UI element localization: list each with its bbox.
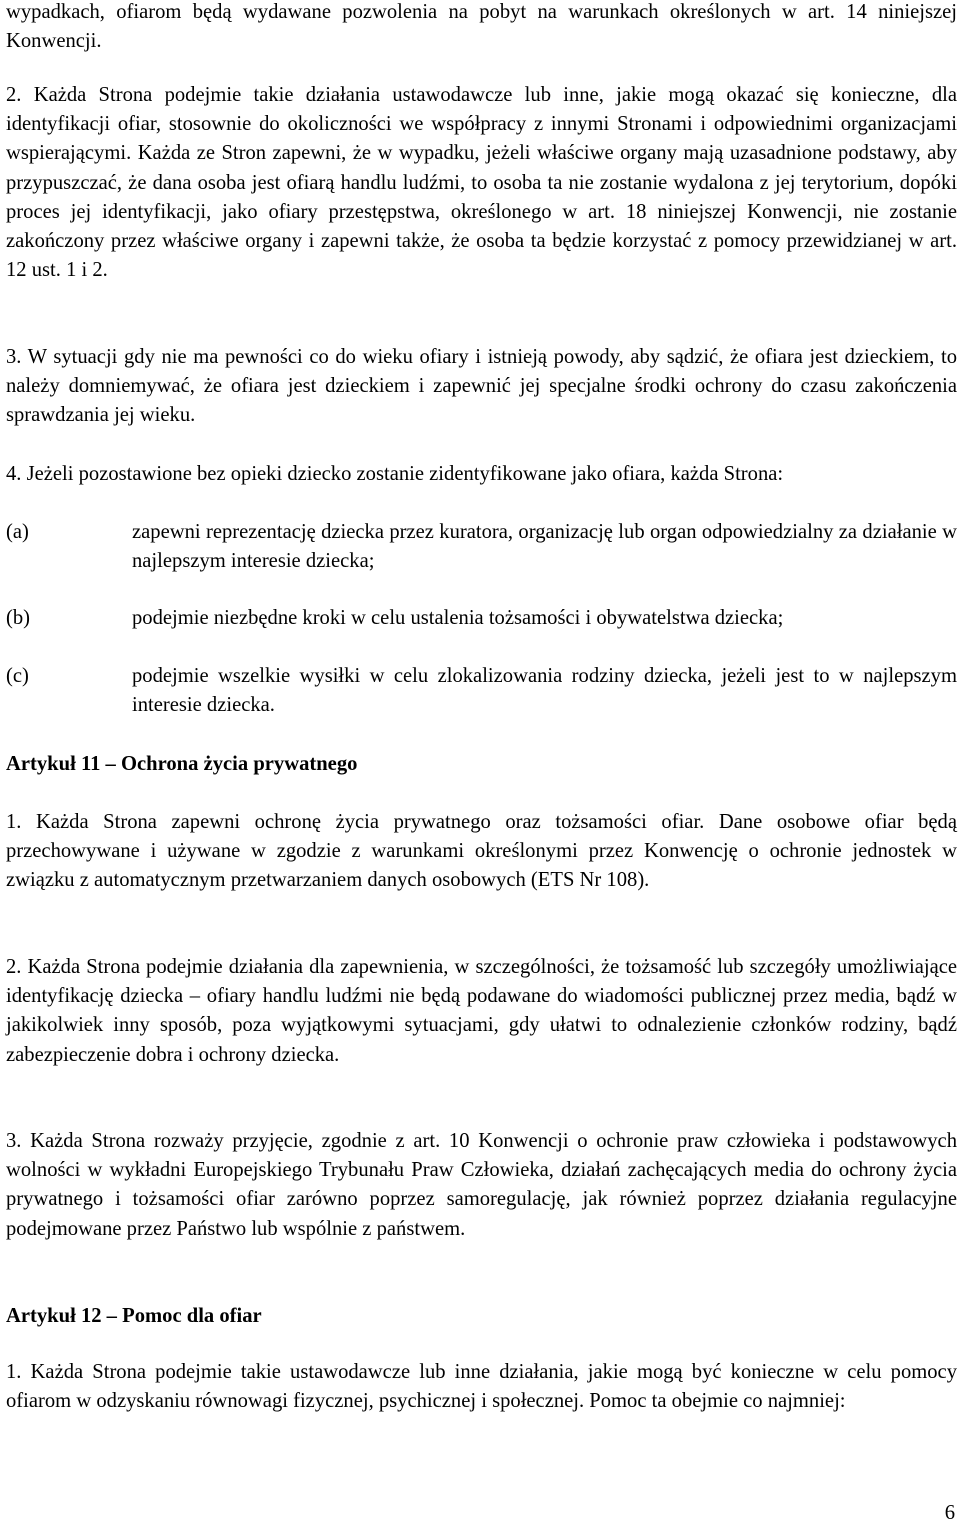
paragraph-art11-1: 1. Każda Strona zapewni ochronę życia prywatnego oraz tożsamości ofiar. Dane osobowe ofiar będą przechowywane i używane w zgodzie z warunkami określonymi przez Konwencję o ochronie jednostek w związku z automatycznym przetwarzaniem danych osobowych (ETS Nr 108). [6,811,957,892]
paragraph-intro: wypadkach, ofiarom będą wydawane pozwolenia na pobyt na warunkach określonych w art. 14 niniejszej Konwencji. [6,1,957,53]
list-item-a [6,518,957,576]
list-text-b: podejmie niezbędne kroki w celu ustalenia tożsamości i obywatelstwa dziecka; [132,607,784,629]
paragraph-art12-1: 1. Każda Strona podejmie takie ustawodawcze lub inne działania, jakie mogą być konieczne w celu pomocy ofiarom w odzyskaniu równowagi fizycznej, psychicznej i społecznej. Pomoc ta obejmie co najmniej: [6,1361,957,1413]
list-label-a: (a) [6,521,29,543]
paragraph-art10-4: 4. Jeżeli pozostawione bez opieki dziecko zostanie zidentyfikowane jako ofiara, każda Strona: [6,463,784,485]
list-text-c: podejmie wszelkie wysiłki w celu zlokalizowania rodziny dziecka, jeżeli jest to w najlepszym interesie dziecka. [132,665,957,717]
list-label-c: (c) [6,665,29,687]
heading-article-12: Artykuł 12 – Pomoc dla ofiar [6,1305,262,1327]
page-number: 6 [944,1502,955,1524]
list-label-b: (b) [6,607,31,629]
list-item-b [6,604,957,633]
paragraph-art11-3: 3. Każda Strona rozważy przyjęcie, zgodnie z art. 10 Konwencji o ochronie praw człowieka i podstawowych wolności w wykładni Europejskiego Trybunału Praw Człowieka, działań zachęcających media do ochrony życia prywatnego i tożsamości ofiar zarówno poprzez samoregulację, jak również poprzez działania regulacyjne podejmowane przez Państwo lub wspólnie z państwem. [6,1130,957,1240]
list-text-a: zapewni reprezentację dziecka przez kuratora, organizację lub organ odpowiedzialny za działanie w najlepszym interesie dziecka; [132,521,957,573]
list-item-c [6,662,957,720]
paragraph-art10-2: 2. Każda Strona podejmie takie działania ustawodawcze lub inne, jakie mogą okazać się konieczne, dla identyfikacji ofiar, stosownie do okoliczności we współpracy z innymi Stronami i odpowiednimi organizacjami wspierającymi. Każda ze Stron zapewni, że w wypadku, jeżeli właściwe organy mają uzasadnione podstawy, aby przypuszczać, że dana osoba jest ofiarą handlu ludźmi, to osoba ta nie zostanie wydalona z jej terytorium, dopóki proces jej identyfikacji, jako ofiary przestępstwa, określonego w art. 18 niniejszej Konwencji, nie zostanie zakończony przez właściwe organy i zapewni także, że osoba ta będzie korzystać z pomocy przewidzianej w art. 12 ust. 1 i 2. [6,84,957,282]
paragraph-art11-2: 2. Każda Strona podejmie działania dla zapewnienia, w szczególności, że tożsamość lub szczegóły umożliwiające identyfikację dziecka – ofiary handlu ludźmi nie będą podawane do wiadomości publicznej przez media, bądź w jakikolwiek inny sposób, poza wyjątkowymi sytuacjami, gdy ułatwi to odnalezienie członków rodziny, bądź zabezpieczenie dobra i ochrony dziecka. [6,956,957,1066]
paragraph-art10-3: 3. W sytuacji gdy nie ma pewności co do wieku ofiary i istnieją powody, aby sądzić, że ofiara jest dzieckiem, to należy domniemywać, że ofiara jest dzieckiem i zapewnić jej specjalne środki ochrony do czasu zakończenia sprawdzania jej wieku. [6,346,957,427]
heading-article-11: Artykuł 11 – Ochrona życia prywatnego [6,753,358,775]
